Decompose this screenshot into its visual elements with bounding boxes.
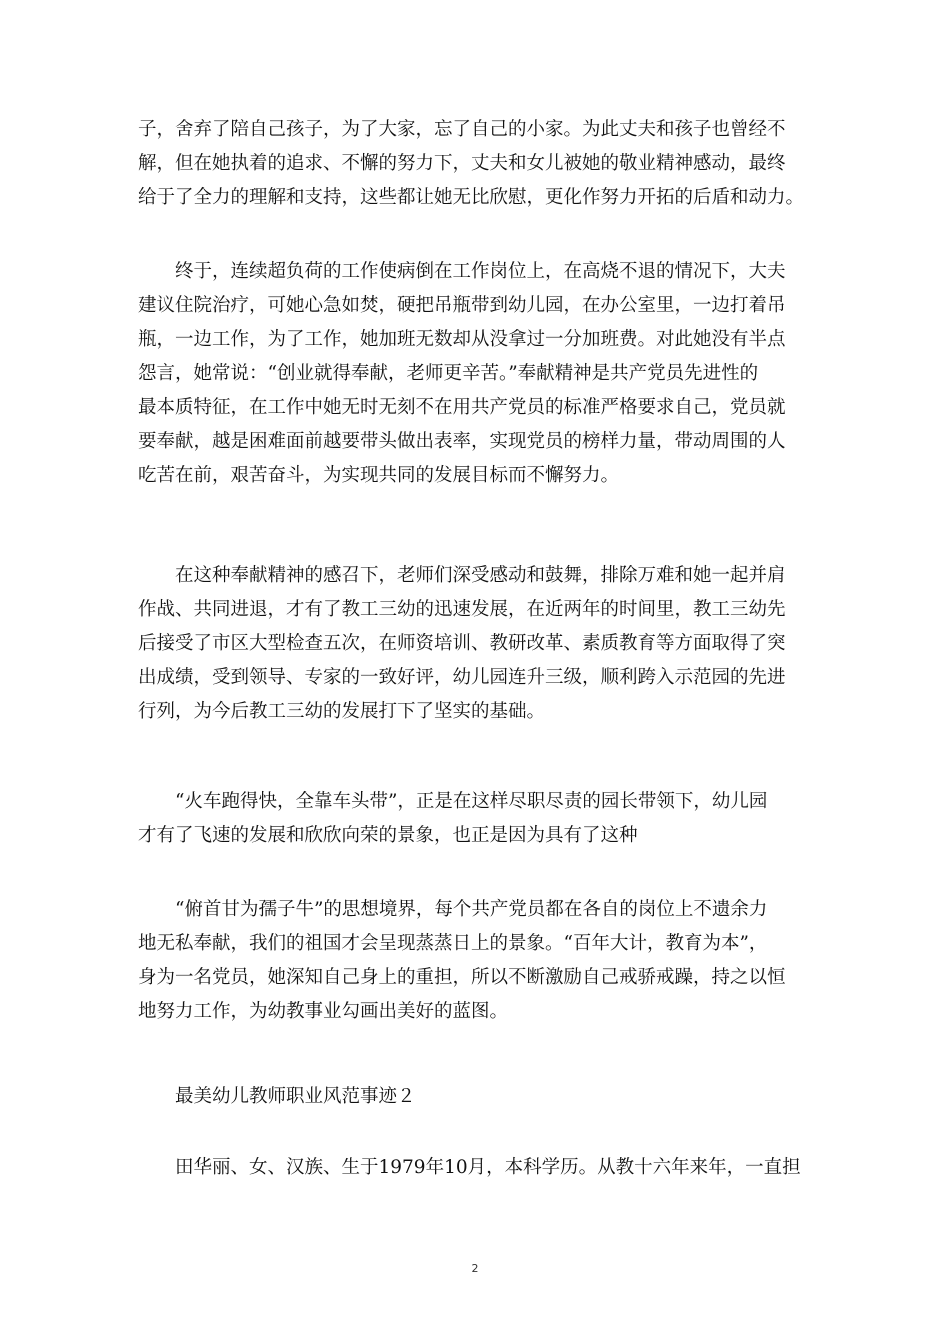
paragraph-4: [138, 785, 828, 853]
text-line: 才有了飞速的发展和欣欣向荣的景象，也正是因为具有了这种: [138, 825, 638, 846]
paragraph-3: [138, 559, 828, 729]
text-line: 要奉献，越是困难面前越要带头做出表率，实现党员的榜样力量，带动周围的人: [138, 431, 786, 452]
text-line: 怨言，她常说：“创业就得奉献，老师更辛苦。”奉献精神是共产党员先进性的: [138, 363, 759, 384]
text-line: 地努力工作，为幼教事业勾画出美好的蓝图。: [138, 1001, 509, 1022]
text-line: 出成绩，受到领导、专家的一致好评，幼儿园连升三级，顺利跨入示范园的先进: [138, 667, 786, 688]
text-line: 瓶，一边工作，为了工作，她加班无数却从没拿过一分加班费。对此她没有半点: [138, 329, 786, 350]
text-line: 给于了全力的理解和支持，这些都让她无比欣慰，更化作努力开拓的后盾和动力。: [138, 187, 805, 208]
paragraph-5: [138, 893, 828, 1029]
text-line: 身为一名党员，她深知自己身上的重担，所以不断激励自己戒骄戒躁，持之以恒: [138, 967, 786, 988]
text-line: 后接受了市区大型检查五次，在师资培训、教研改革、素质教育等方面取得了突: [138, 633, 786, 654]
paragraph-2: [138, 255, 828, 493]
text-line: “火车跑得快，全靠车头带”，正是在这样尽职尽责的园长带领下，幼儿园: [175, 791, 768, 812]
text-line: 建议住院治疗，可她心急如焚，硬把吊瓶带到幼儿园，在办公室里，一边打着吊: [138, 295, 786, 316]
text-line: 最本质特征，在工作中她无时无刻不在用共产党员的标准严格要求自己，党员就: [138, 397, 786, 418]
text-line: 子，舍弃了陪自己孩子，为了大家，忘了自己的小家。为此丈夫和孩子也曾经不: [138, 119, 786, 140]
text-line: 行列，为今后教工三幼的发展打下了坚实的基础。: [138, 701, 546, 722]
text-line: 解，但在她执着的追求、不懈的努力下，丈夫和女儿被她的敬业精神感动，最终: [138, 153, 786, 174]
text-line: 田华丽、女、汉族、生于1979年10月，本科学历。从教十六年来年，一直担: [175, 1157, 801, 1178]
page-number: 2: [471, 1262, 479, 1275]
paragraph-1: [138, 113, 828, 215]
text-line: 地无私奉献，我们的祖国才会呈现蒸蒸日上的景象。“百年大计，教育为本”，: [138, 933, 768, 954]
section-heading: 最美幼儿教师职业风范事迹２: [175, 1086, 416, 1107]
text-line: 在这种奉献精神的感召下，老师们深受感动和鼓舞，排除万难和她一起并肩: [175, 565, 786, 586]
text-line: 作战、共同进退，才有了教工三幼的迅速发展，在近两年的时间里，教工三幼先: [138, 599, 786, 620]
text-line: 吃苦在前，艰苦奋斗，为实现共同的发展目标而不懈努力。: [138, 465, 620, 486]
text-line: 终于，连续超负荷的工作使病倒在工作岗位上，在高烧不退的情况下，大夫: [175, 261, 786, 282]
text-line: “俯首甘为孺子牛”的思想境界，每个共产党员都在各自的岗位上不遗余力: [175, 899, 768, 920]
paragraph-6: [138, 1151, 828, 1185]
